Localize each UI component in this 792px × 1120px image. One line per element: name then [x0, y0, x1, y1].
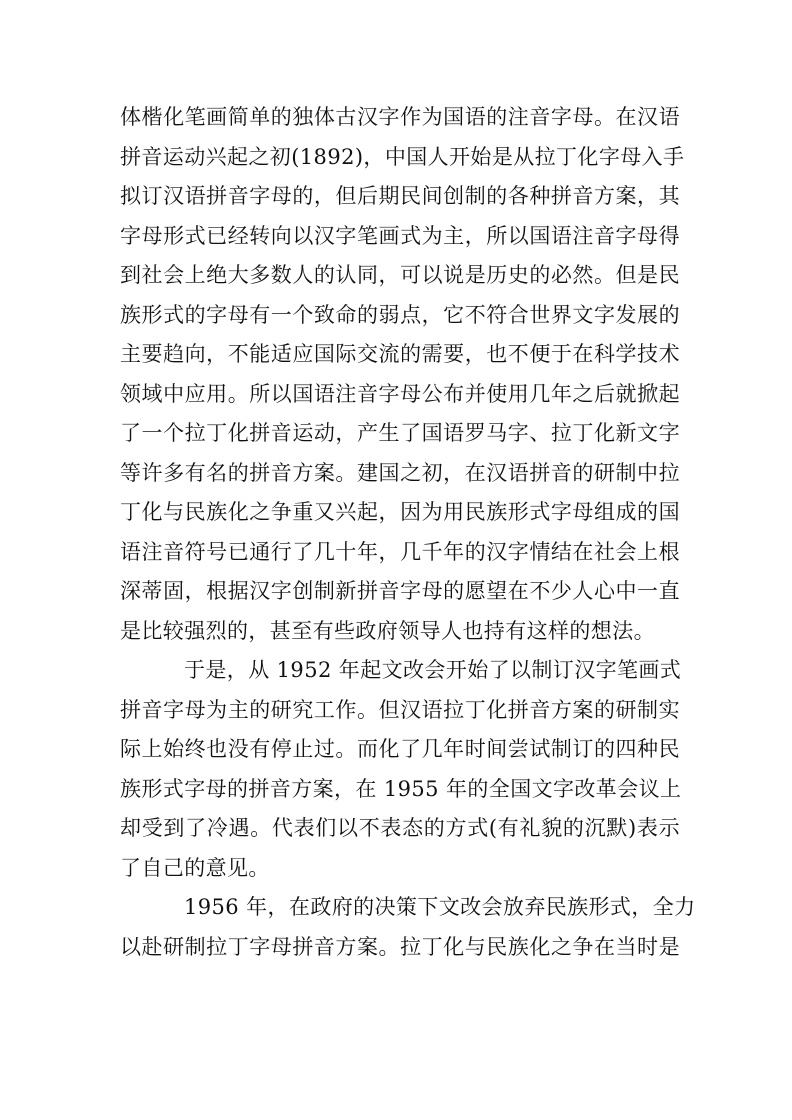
paragraph-start-line: 1956 年，在政府的决策下文改会放弃民族形式，全力	[184, 895, 696, 919]
text-line: 了一个拉丁化拼音运动，产生了国语罗马字、拉丁化新文字	[120, 421, 680, 445]
text-line: 深蒂固，根据汉字创制新拼音字母的愿望在不少人心中一直	[120, 579, 680, 603]
text-line: 族形式字母的拼音方案，在 1955 年的全国文字改革会议上	[120, 776, 682, 801]
text-line: 领域中应用。所以国语注音字母公布并使用几年之后就掀起	[120, 381, 680, 406]
text-line: 语注音符号已通行了几十年，几千年的汉字情结在社会上根	[120, 539, 680, 564]
text-line: 丁化与民族化之争重又兴起，因为用民族形式字母组成的国	[120, 500, 680, 524]
text-line: 拼音运动兴起之初(1892)，中国人开始是从拉丁化字母入手	[120, 144, 685, 169]
paragraph-end-line: 了自己的意见。	[120, 855, 270, 880]
text-line: 等许多有名的拼音方案。建国之初，在汉语拼音的研制中拉	[120, 460, 680, 485]
text-line: 际上始终也没有停止过。而化了几年时间尝试制订的四种民	[120, 737, 680, 761]
text-line: 以赴研制拉丁字母拼音方案。拉丁化与民族化之争在当时是	[120, 934, 680, 959]
text-line: 拟订汉语拼音字母的，但后期民间创制的各种拼音方案，其	[120, 184, 680, 208]
text-line: 字母形式已经转向以汉字笔画式为主，所以国语注音字母得	[120, 223, 680, 248]
paragraph-end-line: 是比较强烈的，甚至有些政府领导人也持有这样的想法。	[120, 618, 655, 643]
text-line: 到社会上绝大多数人的认同，可以说是历史的必然。但是民	[120, 263, 680, 287]
text-line: 却受到了冷遇。代表们以不表态的方式(有礼貌的沉默)表示	[120, 816, 680, 840]
text-line: 族形式的字母有一个致命的弱点，它不符合世界文字发展的	[120, 302, 680, 327]
paragraph-start-line: 于是，从 1952 年起文改会开始了以制订汉字笔画式	[184, 658, 682, 682]
text-line: 体楷化笔画简单的独体古汉字作为国语的注音字母。在汉语	[120, 105, 680, 129]
text-line: 主要趋向，不能适应国际交流的需要，也不便于在科学技术	[120, 342, 680, 366]
text-line: 拼音字母为主的研究工作。但汉语拉丁化拼音方案的研制实	[120, 697, 680, 722]
body-text	[120, 98, 696, 967]
